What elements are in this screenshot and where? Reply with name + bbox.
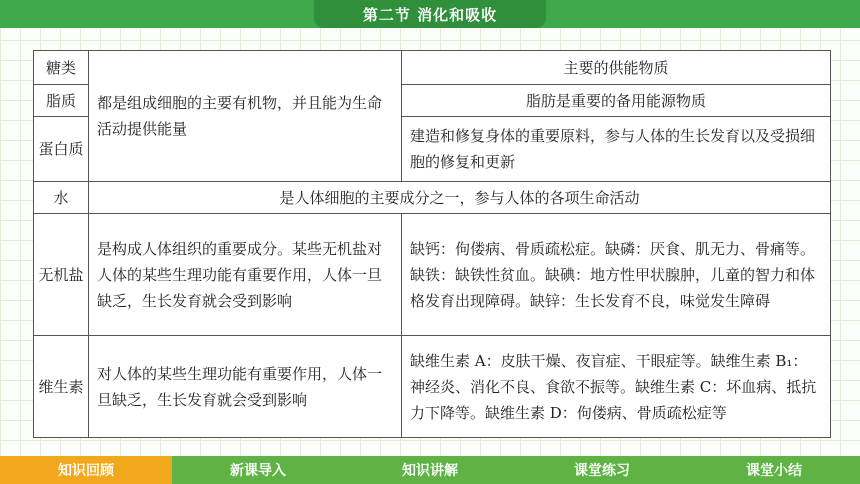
nav-review-button[interactable]: 知识回顾	[0, 456, 172, 484]
fat-role: 脂肪是重要的备用能源物质	[402, 85, 831, 117]
vitamin-deficiency: 缺维生素 A：皮肤干燥、夜盲症、干眼症等。缺维生素 B₁：神经炎、消化不良、食欲不振等。缺维生素 C：坏血病、抵抗力下降等。缺维生素 D：佝偻病、骨质疏松症等	[402, 336, 831, 438]
table-row	[34, 182, 831, 214]
nav-lecture-button[interactable]: 知识讲解	[402, 463, 458, 479]
page-title: 第二节 消化和吸收	[314, 0, 546, 28]
mineral-description: 是构成人体组织的重要成分。某些无机盐对人体的某些生理功能有重要作用，人体一旦缺乏，生长发育就会受到影响	[89, 214, 402, 336]
row-label-vitamin: 维生素	[34, 336, 89, 438]
sugar-role: 主要的供能物质	[402, 51, 831, 85]
row-label-fat: 脂质	[34, 85, 89, 117]
row-label-mineral: 无机盐	[34, 214, 89, 336]
nutrient-table	[33, 50, 831, 438]
water-description: 是人体细胞的主要成分之一，参与人体的各项生命活动	[89, 182, 831, 214]
protein-role: 建造和修复身体的重要原料，参与人体的生长发育以及受损细胞的修复和更新	[402, 117, 831, 182]
nav-summary-button[interactable]: 课堂小结	[746, 463, 802, 479]
bottom-nav	[0, 456, 860, 484]
row-label-protein: 蛋白质	[34, 117, 89, 182]
table-row	[34, 336, 831, 438]
header-bar	[0, 0, 860, 28]
table-row	[34, 214, 831, 336]
nav-intro-button[interactable]: 新课导入	[230, 463, 286, 479]
row-label-sugar: 糖类	[34, 51, 89, 85]
vitamin-description: 对人体的某些生理功能有重要作用，人体一旦缺乏，生长发育就会受到影响	[89, 336, 402, 438]
table-row	[34, 51, 831, 85]
nav-practice-button[interactable]: 课堂练习	[574, 463, 630, 479]
row-label-water: 水	[34, 182, 89, 214]
shared-description: 都是组成细胞的主要有机物，并且能为生命活动提供能量	[89, 51, 402, 182]
mineral-deficiency: 缺钙：佝偻病、骨质疏松症。缺磷：厌食、肌无力、骨痛等。缺铁：缺铁性贫血。缺碘：地方性甲状腺肿，儿童的智力和体格发育出现障碍。缺锌：生长发育不良，味觉发生障碍	[402, 214, 831, 336]
